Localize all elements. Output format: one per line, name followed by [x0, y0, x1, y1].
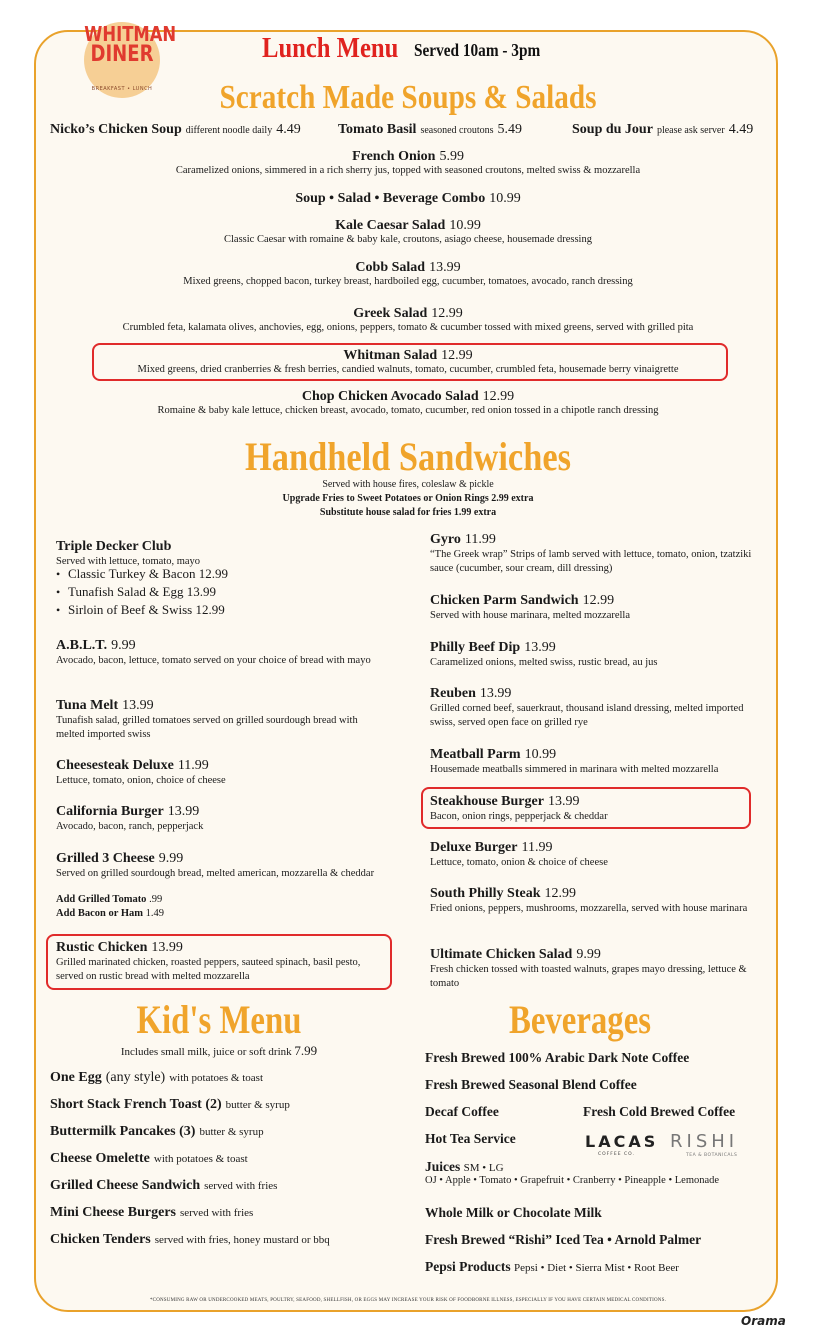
item-name: Cobb Salad	[355, 260, 426, 275]
beverage-item: Fresh Cold Brewed Coffee	[583, 1104, 736, 1119]
item-name: Philly Beef Dip	[430, 640, 521, 655]
item-price: 12.99	[431, 306, 463, 321]
item-side: butter & syrup	[225, 1099, 290, 1111]
item-desc: Crumbled feta, kalamata olives, anchovies, egg, onions, peppers, tomato & cucumber tossed with mixed greens, served with grilled pita	[122, 322, 694, 333]
soup-name: Nicko’s Chicken Soup	[50, 122, 182, 137]
pepsi-label: Pepsi Products	[425, 1259, 511, 1274]
beverage-item	[425, 1259, 679, 1275]
sandwich-upgrade: Upgrade Fries to Sweet Potatoes or Onion Rings 2.99 extra	[282, 493, 534, 504]
item-desc: Lettuce, tomato, onion, choice of cheese	[56, 775, 226, 786]
item-price: 12.99	[544, 886, 576, 901]
soup-price: 4.49	[728, 122, 754, 137]
item-desc: Fried onions, peppers, mushrooms, mozzarella, served with house marinara	[430, 903, 748, 914]
item-extra: (any style)	[105, 1070, 166, 1085]
salad-item	[40, 147, 776, 165]
kids-note-line	[34, 1043, 404, 1059]
item-price: 13.99	[151, 940, 183, 955]
soup-note: seasoned croutons	[420, 125, 494, 136]
sandwich-item	[430, 792, 740, 824]
health-disclaimer: *CONSUMING RAW OR UNDERCOOKED MEATS, POULTRY, SEAFOOD, SHELLFISH, OR EGGS MAY INCREASE YOUR RISK OF FOODBORNE ILLNESS, ESPECIALLY IF YOU HAVE CERTAIN MEDICAL CONDITIONS.	[149, 1298, 667, 1303]
sandwich-item	[430, 638, 760, 670]
item-price: 9.99	[576, 947, 601, 962]
beverage-item	[425, 1159, 504, 1175]
beverage-item: Fresh Brewed Seasonal Blend Coffee	[425, 1077, 637, 1092]
rishi-sub: TEA & BOTANICALS	[686, 1153, 738, 1158]
item-price: 13.99	[429, 260, 461, 275]
club-option: • Classic Turkey & Bacon 12.99	[68, 565, 228, 583]
combo-item	[40, 189, 776, 207]
item-name: Chicken Tenders	[50, 1232, 151, 1247]
item-price: 10.99	[449, 218, 481, 233]
item-price: 12.99	[582, 593, 615, 608]
soup-item	[50, 120, 301, 138]
item-side: served with fries	[204, 1180, 278, 1192]
juices-sizes: SM • LG	[463, 1162, 504, 1174]
item-desc: Mixed greens, chopped bacon, turkey breast, hardboiled egg, cucumber, tomatoes, avocado, ranch dressing	[183, 276, 633, 287]
kids-price: 7.99	[294, 1043, 318, 1058]
item-name: California Burger	[56, 804, 164, 819]
juices-list: OJ • Apple • Tomato • Grapefruit • Cranberry • Pineapple • Lemonade	[425, 1175, 720, 1186]
pepsi-list: Pepsi • Diet • Sierra Mist • Root Beer	[514, 1262, 679, 1274]
club-option: • Sirloin of Beef & Swiss 12.99	[68, 601, 228, 619]
sandwich-substitute: Substitute house salad for fries 1.99 extra	[319, 507, 497, 518]
lacas-sub: COFFEE CO.	[598, 1152, 635, 1157]
item-price: 9.99	[158, 851, 184, 866]
item-price: 13.99	[122, 698, 154, 713]
soup-item	[572, 120, 753, 138]
kids-item	[50, 1176, 277, 1194]
salad-item	[40, 216, 776, 234]
item-desc: “The Greek wrap” Strips of lamb served with lettuce, tomato, onion, tzatziki sauce (cucumber, sour cream, dill dressing)	[430, 549, 752, 574]
item-price: 11.99	[521, 840, 553, 855]
item-name: Cheese Omelette	[50, 1151, 150, 1166]
sandwich-item	[430, 945, 760, 991]
item-price: 12.99	[482, 389, 515, 404]
item-price: 9.99	[111, 638, 136, 653]
serving-hours: Served 10am - 3pm	[414, 40, 541, 60]
item-side: butter & syrup	[199, 1126, 264, 1138]
item-price: 11.99	[464, 532, 496, 547]
sandwich-item	[430, 745, 760, 777]
soup-name: Soup du Jour	[572, 122, 653, 137]
juices-label: Juices	[425, 1159, 461, 1174]
addon-name: Add Grilled Tomato	[56, 894, 147, 905]
item-name: Tuna Melt	[56, 698, 119, 713]
item-desc: Housemade meatballs simmered in marinara with melted mozzarella	[430, 764, 719, 775]
item-name: Ultimate Chicken Salad	[430, 947, 573, 962]
item-name: Chicken Parm Sandwich	[430, 593, 579, 608]
item-name: One Egg	[50, 1070, 102, 1085]
item-name: Triple Decker Club	[56, 539, 172, 554]
item-desc: Caramelized onions, simmered in a rich sherry jus, topped with seasoned croutons, melted swiss & mozzarella	[175, 165, 641, 176]
soup-note: please ask server	[656, 125, 725, 136]
item-price: 10.99	[524, 747, 557, 762]
sandwich-item	[56, 938, 386, 984]
item-name: Chop Chicken Avocado Salad	[301, 389, 479, 404]
item-price: 10.99	[489, 191, 521, 206]
item-desc: Fresh chicken tossed with toasted walnuts, grapes mayo dressing, lettuce & tomato	[430, 964, 747, 989]
diner-logo	[76, 18, 177, 92]
item-price: 13.99	[524, 640, 556, 655]
item-name: Buttermilk Pancakes (3)	[50, 1124, 196, 1139]
item-desc: Grilled corned beef, sauerkraut, thousand island dressing, melted imported swiss, served open face on grilled rye	[430, 703, 744, 728]
item-desc: Bacon, onion rings, pepperjack & cheddar	[430, 811, 608, 822]
item-name: Steakhouse Burger	[430, 794, 544, 809]
kids-item	[50, 1122, 264, 1140]
item-desc: Lettuce, tomato, onion & choice of cheese	[430, 857, 608, 868]
addon-price: .99	[149, 894, 163, 905]
item-name: Rustic Chicken	[56, 940, 148, 955]
sandwich-item	[56, 849, 386, 881]
item-name: Short Stack French Toast (2)	[50, 1097, 222, 1112]
logo-line2: DINER	[90, 42, 154, 67]
rishi-logo: RISHI	[670, 1131, 739, 1152]
club-options	[56, 565, 228, 619]
soup-name: Tomato Basil	[338, 122, 417, 137]
beverage-item: Fresh Brewed 100% Arabic Dark Note Coffee	[425, 1050, 690, 1065]
menu-title: Lunch Menu	[262, 32, 399, 64]
item-name: Gyro	[430, 532, 461, 547]
item-name: Cheesesteak Deluxe	[56, 758, 174, 773]
item-price: 12.99	[441, 348, 473, 363]
sandwich-item	[56, 756, 386, 788]
item-desc: Avocado, bacon, lettuce, tomato served on your choice of bread with mayo	[56, 655, 371, 666]
salad-item	[40, 304, 776, 322]
logo-tagline: BREAKFAST • LUNCH	[91, 86, 153, 92]
beverage-item: Hot Tea Service	[425, 1131, 516, 1146]
item-desc: Served with house marinara, melted mozzarella	[430, 610, 631, 621]
item-side: with potatoes & toast	[169, 1072, 264, 1084]
item-name: French Onion	[352, 149, 436, 164]
item-desc: Avocado, bacon, ranch, pepperjack	[56, 821, 204, 832]
sandwich-item	[430, 591, 760, 623]
item-desc: Served with lettuce, tomato, mayo	[56, 556, 201, 567]
item-price: 5.99	[439, 149, 464, 164]
sandwiches-heading: Handheld Sandwiches	[245, 434, 571, 479]
item-name: Grilled Cheese Sandwich	[50, 1178, 201, 1193]
kids-item	[50, 1149, 248, 1167]
beverage-item: Decaf Coffee	[425, 1104, 499, 1119]
item-name: Kale Caesar Salad	[335, 218, 446, 233]
item-name: Soup • Salad • Beverage Combo	[295, 191, 486, 206]
item-side: with potatoes & toast	[153, 1153, 248, 1165]
kids-item	[50, 1203, 253, 1221]
sandwich-item	[56, 636, 386, 668]
kids-heading: Kid's Menu	[136, 997, 302, 1042]
addon-name: Add Bacon or Ham	[56, 908, 144, 919]
lacas-logo: LACAS	[585, 1132, 659, 1151]
item-name: Mini Cheese Burgers	[50, 1205, 176, 1220]
beverage-item: Fresh Brewed “Rishi” Iced Tea • Arnold Palmer	[425, 1232, 702, 1247]
item-name: Whitman Salad	[343, 348, 438, 363]
orama-brand: Orama	[741, 1314, 786, 1328]
addon-item	[56, 894, 162, 905]
sandwich-item	[430, 838, 760, 870]
logo-line1: WHITMAN	[84, 22, 177, 46]
addon-price: 1.49	[145, 908, 165, 919]
salad-item	[40, 258, 776, 276]
item-name: South Philly Steak	[430, 886, 541, 901]
soup-note: different noodle daily	[185, 125, 273, 136]
beverages-heading: Beverages	[508, 997, 652, 1042]
item-name: A.B.L.T.	[56, 638, 108, 653]
salad-item	[40, 346, 776, 364]
item-desc: Served on grilled sourdough bread, melted american, mozzarella & cheddar	[56, 868, 375, 879]
club-option: • Tunafish Salad & Egg 13.99	[68, 583, 228, 601]
item-price: 11.99	[177, 758, 209, 773]
soup-item	[338, 120, 522, 138]
sandwich-item	[56, 802, 386, 834]
sandwich-item	[430, 684, 760, 730]
beverage-item: Whole Milk or Chocolate Milk	[425, 1205, 602, 1220]
item-desc: Tunafish salad, grilled tomatoes served on grilled sourdough bread with melted imported swiss	[56, 715, 358, 740]
item-price: 13.99	[479, 686, 512, 701]
item-name: Deluxe Burger	[430, 840, 518, 855]
addon-item	[56, 908, 164, 919]
item-desc: Mixed greens, dried cranberries & fresh berries, candied walnuts, tomato, cucumber, crumbled feta, housemade berry vinaigrette	[137, 364, 679, 375]
kids-note: Includes small milk, juice or soft drink	[120, 1046, 292, 1058]
item-side: served with fries, honey mustard or bbq	[154, 1234, 330, 1246]
item-desc: Caramelized onions, melted swiss, rustic bread, au jus	[430, 657, 658, 668]
item-name: Reuben	[430, 686, 476, 701]
soups-heading: Scratch Made Soups & Salads	[219, 79, 597, 116]
salad-item	[40, 387, 776, 405]
kids-item	[50, 1230, 330, 1248]
sandwich-item	[56, 696, 386, 742]
item-desc: Romaine & baby kale lettuce, chicken breast, avocado, tomato, cucumber, red onion tossed in a chipotle ranch dressing	[157, 405, 659, 416]
soup-price: 5.49	[497, 122, 522, 137]
item-side: served with fries	[179, 1207, 254, 1219]
item-price: 13.99	[167, 804, 200, 819]
item-name: Meatball Parm	[430, 747, 521, 762]
sandwich-note: Served with house fires, coleslaw & pickle	[322, 479, 494, 490]
sandwich-item	[430, 530, 760, 576]
item-price: 13.99	[547, 794, 580, 809]
item-desc: Grilled marinated chicken, roasted peppers, sauteed spinach, basil pesto, served on rustic bread with melted mozzarella	[56, 957, 361, 982]
item-name: Grilled 3 Cheese	[56, 851, 155, 866]
kids-item	[50, 1068, 263, 1086]
item-desc: Classic Caesar with romaine & baby kale, croutons, asiago cheese, housemade dressing	[224, 234, 592, 245]
soup-price: 4.49	[276, 122, 301, 137]
kids-item	[50, 1095, 290, 1113]
item-name: Greek Salad	[353, 306, 428, 321]
sandwich-item	[430, 884, 760, 916]
